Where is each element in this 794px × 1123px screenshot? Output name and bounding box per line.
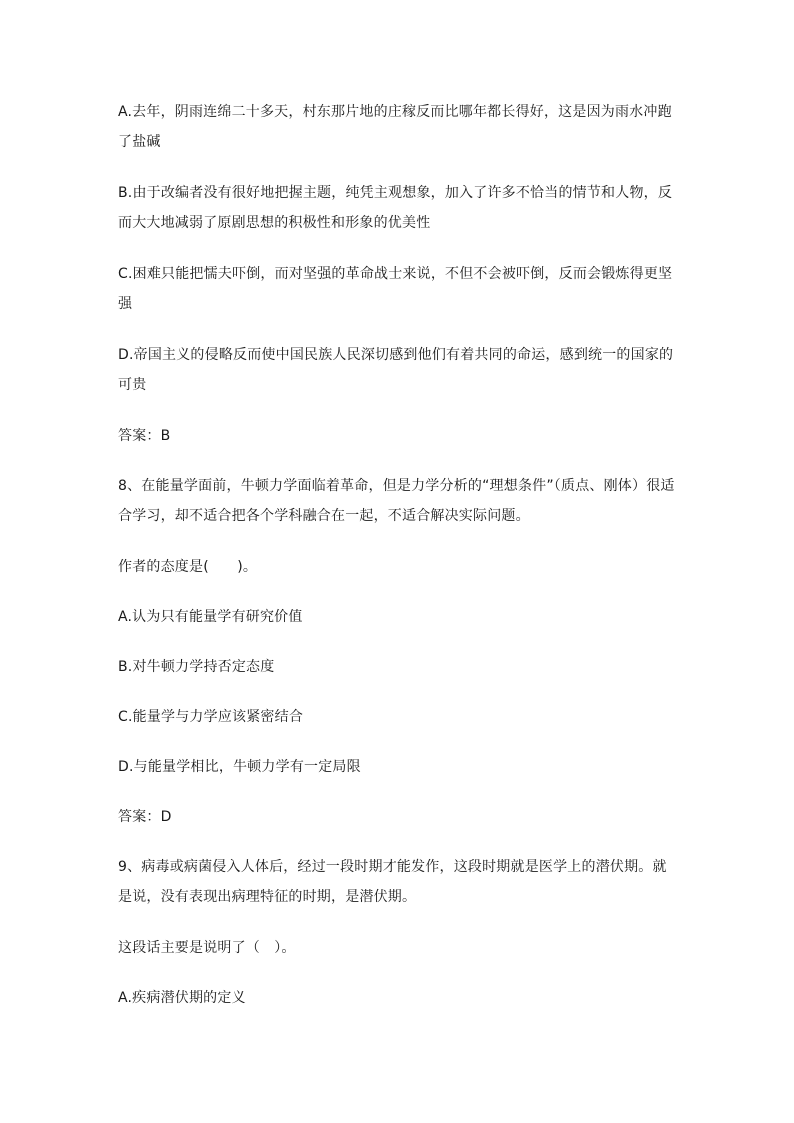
q7-option-a: A.去年，阴雨连绵二十多天，村东那片地的庄稼反而比哪年都长得好，这是因为雨水冲跑了盐碱	[118, 104, 672, 150]
q7-option-d: D.帝国主义的侵略反而使中国民族人民深切感到他们有着共同的命运，感到统一的国家的可贵	[118, 347, 674, 393]
q7-answer: 答案：B	[118, 428, 171, 444]
q8-question: 作者的态度是( )。	[118, 559, 258, 575]
q9-option-a: A.疾病潜伏期的定义	[118, 990, 246, 1006]
q9-question: 这段话主要是说明了（ ）。	[118, 940, 296, 956]
q8-answer: 答案：D	[118, 809, 172, 825]
q7-option-c: C.困难只能把懦夫吓倒，而对坚强的革命战士来说，不但不会被吓倒，反而会锻炼得更坚强	[118, 266, 673, 312]
q7-option-b: B.由于改编者没有很好地把握主题，纯凭主观想象，加入了许多不恰当的情节和人物，反而大大地减弱了原剧思想的积极性和形象的优美性	[118, 185, 673, 231]
q9-stem: 9、病毒或病菌侵入人体后，经过一段时期才能发作，这段时期就是医学上的潜伏期。就是说，没有表现出病理特征的时期，是潜伏期。	[118, 859, 667, 905]
q8-option-b: B.对牛顿力学持否定态度	[118, 659, 275, 675]
q8-option-c: C.能量学与力学应该紧密结合	[118, 709, 304, 725]
q8-option-d: D.与能量学相比，牛顿力学有一定局限	[118, 759, 361, 775]
q8-option-a: A.认为只有能量学有研究价值	[118, 609, 303, 625]
q8-stem: 8、在能量学面前，牛顿力学面临着革命，但是力学分析的“理想条件”（质点、刚体）很适合学习，却不适合把各个学科融合在一起，不适合解决实际问题。	[118, 478, 675, 524]
